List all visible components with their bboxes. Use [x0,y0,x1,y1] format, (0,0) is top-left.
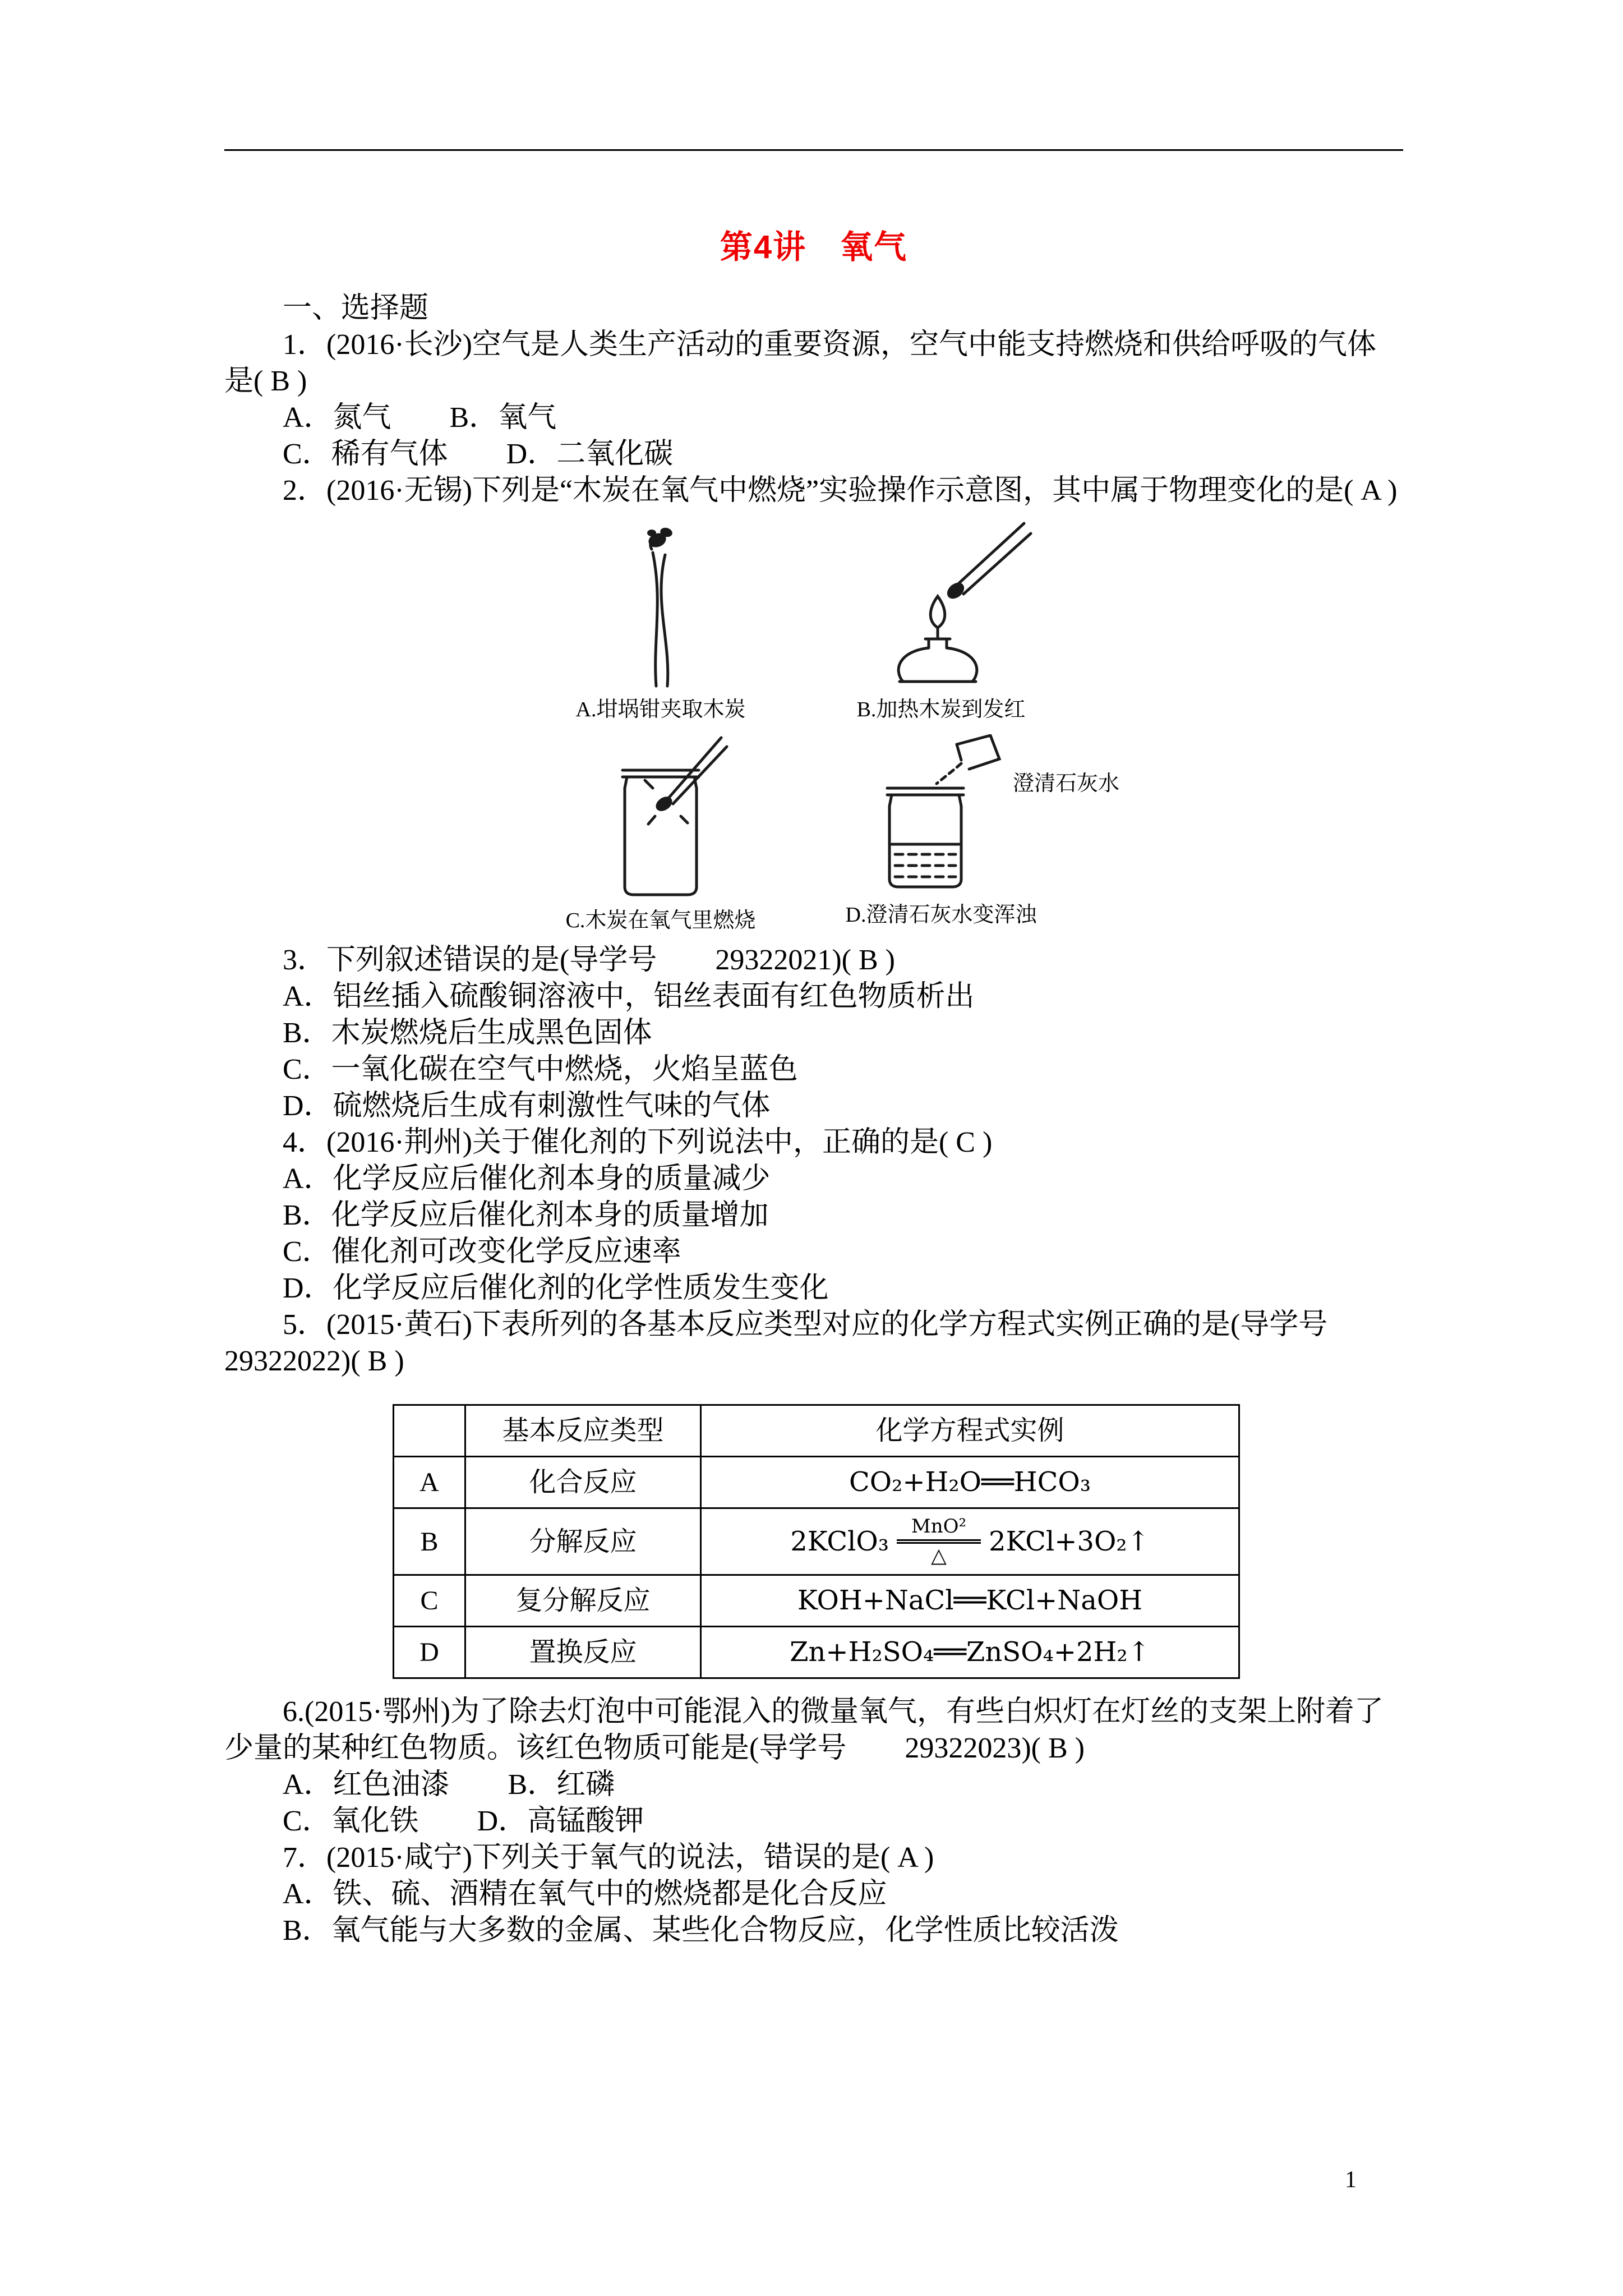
question-3-stem: 3．下列叙述错误的是(导学号 29322021)( B ) [283,944,895,976]
question-4-option-c: C．催化剂可改变化学反应速率 [283,1236,681,1268]
question-6-stem: 6.(2015·鄂州)为了除去灯泡中可能混入的微量氧气，有些白炽灯在灯丝的支架上附着了少量的某种红色物质。该红色物质可能是(导学号 29322023)( B ) [224,1696,1384,1765]
question-1-stem: 1．(2016·长沙)空气是人类生产活动的重要资源，空气中能支持燃烧和供给呼吸的气体是( B ) [224,329,1376,397]
charcoal-burning-in-bottle-illustration [588,734,734,903]
question-7-stem: 7．(2015·咸宁)下列关于氧气的说法，错误的是( A ) [283,1842,934,1874]
table-row-d [394,1627,1239,1678]
row-a-type: 化合反应 [465,1457,701,1508]
question-2-figures [224,518,1403,934]
document-body [224,290,1403,1949]
figure-b-caption: B.加热木炭到发红 [856,698,1026,721]
question-5-stem: 5．(2015·黄石)下表所列的各基本反应类型对应的化学方程式实例正确的是(导学号 29322022)( B ) [224,1309,1386,1377]
catalyst-label: MnO² [911,1515,967,1538]
question-2-stem: 2．(2016·无锡)下列是“木炭在氧气中燃烧”实验操作示意图，其中属于物理变化的是( A ) [283,475,1398,507]
figure-a-caption: A.坩埚钳夹取木炭 [575,698,746,721]
heat-symbol: △ [931,1544,947,1568]
question-3-option-d: D．硫燃烧后生成有刺激性气味的气体 [283,1090,771,1122]
page-number: 1 [1345,2167,1357,2193]
row-d-label: D [394,1627,465,1678]
row-a-label: A [394,1457,465,1508]
row-b-label: B [394,1508,465,1575]
section-heading: 一、选择题 [283,292,429,324]
row-b-formula [701,1508,1239,1575]
row-a-formula: CO₂+H₂O══HCO₃ [701,1457,1239,1508]
figure-a [520,518,801,723]
table-corner-cell [394,1405,465,1457]
question-1-options-cd: C．稀有气体 D．二氧化碳 [283,438,674,470]
figure-row-2 [520,734,1403,934]
reaction-types-table [393,1404,1240,1679]
question-3-option-c: C．一氧化碳在空气中燃烧，火焰呈蓝色 [283,1053,798,1085]
reaction-condition [897,1516,981,1567]
question-3-option-b: B．木炭燃烧后生成黑色固体 [283,1017,652,1049]
figure-c-caption: C.木炭在氧气里燃烧 [565,909,756,932]
limewater-pouring-illustration [840,734,1042,897]
table-header-example: 化学方程式实例 [701,1405,1239,1457]
figure-d [801,734,1120,934]
limewater-label: 澄清石灰水 [1013,772,1120,795]
row-c-formula: KOH+NaCl══KCl+NaOH [701,1575,1239,1627]
row-c-type: 复分解反应 [465,1575,701,1627]
table-row-b [394,1508,1239,1575]
table-header-type: 基本反应类型 [465,1405,701,1457]
heating-charcoal-lamp-illustration [846,518,1036,692]
row-b-equation [709,1516,1230,1567]
figure-row-1 [520,518,1403,723]
question-7-option-a: A．铁、硫、酒精在氧气中的燃烧都是化合反应 [283,1878,887,1911]
tongs-charcoal-illustration [593,518,728,692]
question-4-option-b: B．化学反应后催化剂本身的质量增加 [283,1199,769,1231]
row-d-formula: Zn+H₂SO₄══ZnSO₄+2H₂↑ [701,1627,1239,1678]
question-1-options-ab: A．氮气 B．氧气 [283,402,557,434]
header-rule [224,149,1403,151]
row-b-product: 2KCl+3O₂↑ [989,1525,1150,1557]
question-4-stem: 4．(2016·荆州)关于催化剂的下列说法中，正确的是( C ) [283,1126,993,1158]
figure-c [520,734,801,934]
question-3-option-a: A．铝丝插入硫酸铜溶液中，铝丝表面有红色物质析出 [283,981,975,1013]
question-4-option-d: D．化学反应后催化剂的化学性质发生变化 [283,1272,829,1304]
row-b-reactant: 2KClO₃ [790,1525,889,1557]
table-header-row [394,1405,1239,1457]
equals-bar [897,1539,981,1544]
question-4-option-a: A．化学反应后催化剂本身的质量减少 [283,1163,771,1195]
row-c-label: C [394,1575,465,1627]
page-title: 第4讲 氧气 [720,229,908,265]
question-6-options-cd: C．氧化铁 D．高锰酸钾 [283,1805,644,1838]
figure-d-caption: D.澄清石灰水变浑浊 [845,903,1037,927]
row-b-type: 分解反应 [465,1508,701,1575]
question-6-options-ab: A．红色油漆 B．红磷 [283,1769,615,1801]
table-row-a [394,1457,1239,1508]
row-d-type: 置换反应 [465,1627,701,1678]
figure-b [801,518,1081,723]
table-row-c [394,1575,1239,1627]
question-7-option-b: B．氧气能与大多数的金属、某些化合物反应，化学性质比较活泼 [283,1915,1119,1947]
